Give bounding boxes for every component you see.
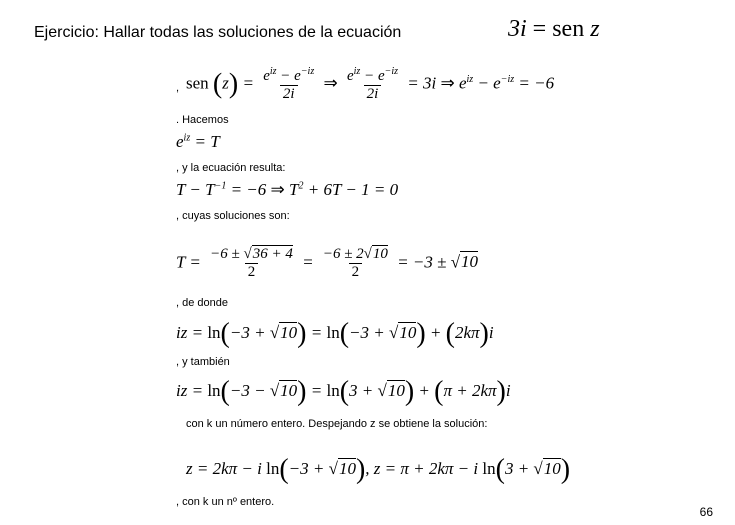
equation-3: T = $\frac{-6 \pm √36 + 4}{2}$ = $\frac{-6 \pm 2√10}{2}$ = −3 ± √10 [176,246,479,280]
exercise-title: Ejercicio: Hallar todas las soluciones de la ecuación [34,24,402,41]
equation-6: z = 2kπ − i ln(−3 + √10), z = π + 2kπ − i ln(3 + √10) [186,454,571,485]
line-label-0: , [176,82,180,94]
line-label-4: , de donde [176,297,228,309]
line-label-3: , cuyas soluciones son: [176,210,290,222]
page-number: 66 [699,505,713,519]
line-label-1: . Hacemos [176,114,229,126]
line-label-5: , y también [176,356,230,368]
line-label-7: , con k un nº entero. [176,496,275,508]
equation-5: iz = ln(−3 − √10) = ln(3 + √10) + (π + 2kπ)i [176,376,511,407]
equation-4: iz = ln(−3 + √10) = ln(−3 + √10) + (2kπ)i [176,318,494,349]
line-label-6: con k un número entero. Despejando z se obtiene la solución: [186,418,488,430]
line-label-2: , y la ecuación resulta: [176,162,286,174]
title-equation: 3i = sen z [508,16,600,42]
equation-2: $T - T^{-1} = -6$ ⇒ $T^2 + 6T - 1 = 0$ [176,180,399,199]
equation-0: sen (z) = $\frac{e^{iz} - e^{-iz}}{2i}$ ⇒ $\frac{e^{iz} - e^{-iz}}{2i}$ = 3i ⇒ $e^{iz} - e^{-iz} = -6$ [186,66,555,102]
equation-1: $e^{iz} = T$ [176,132,220,151]
